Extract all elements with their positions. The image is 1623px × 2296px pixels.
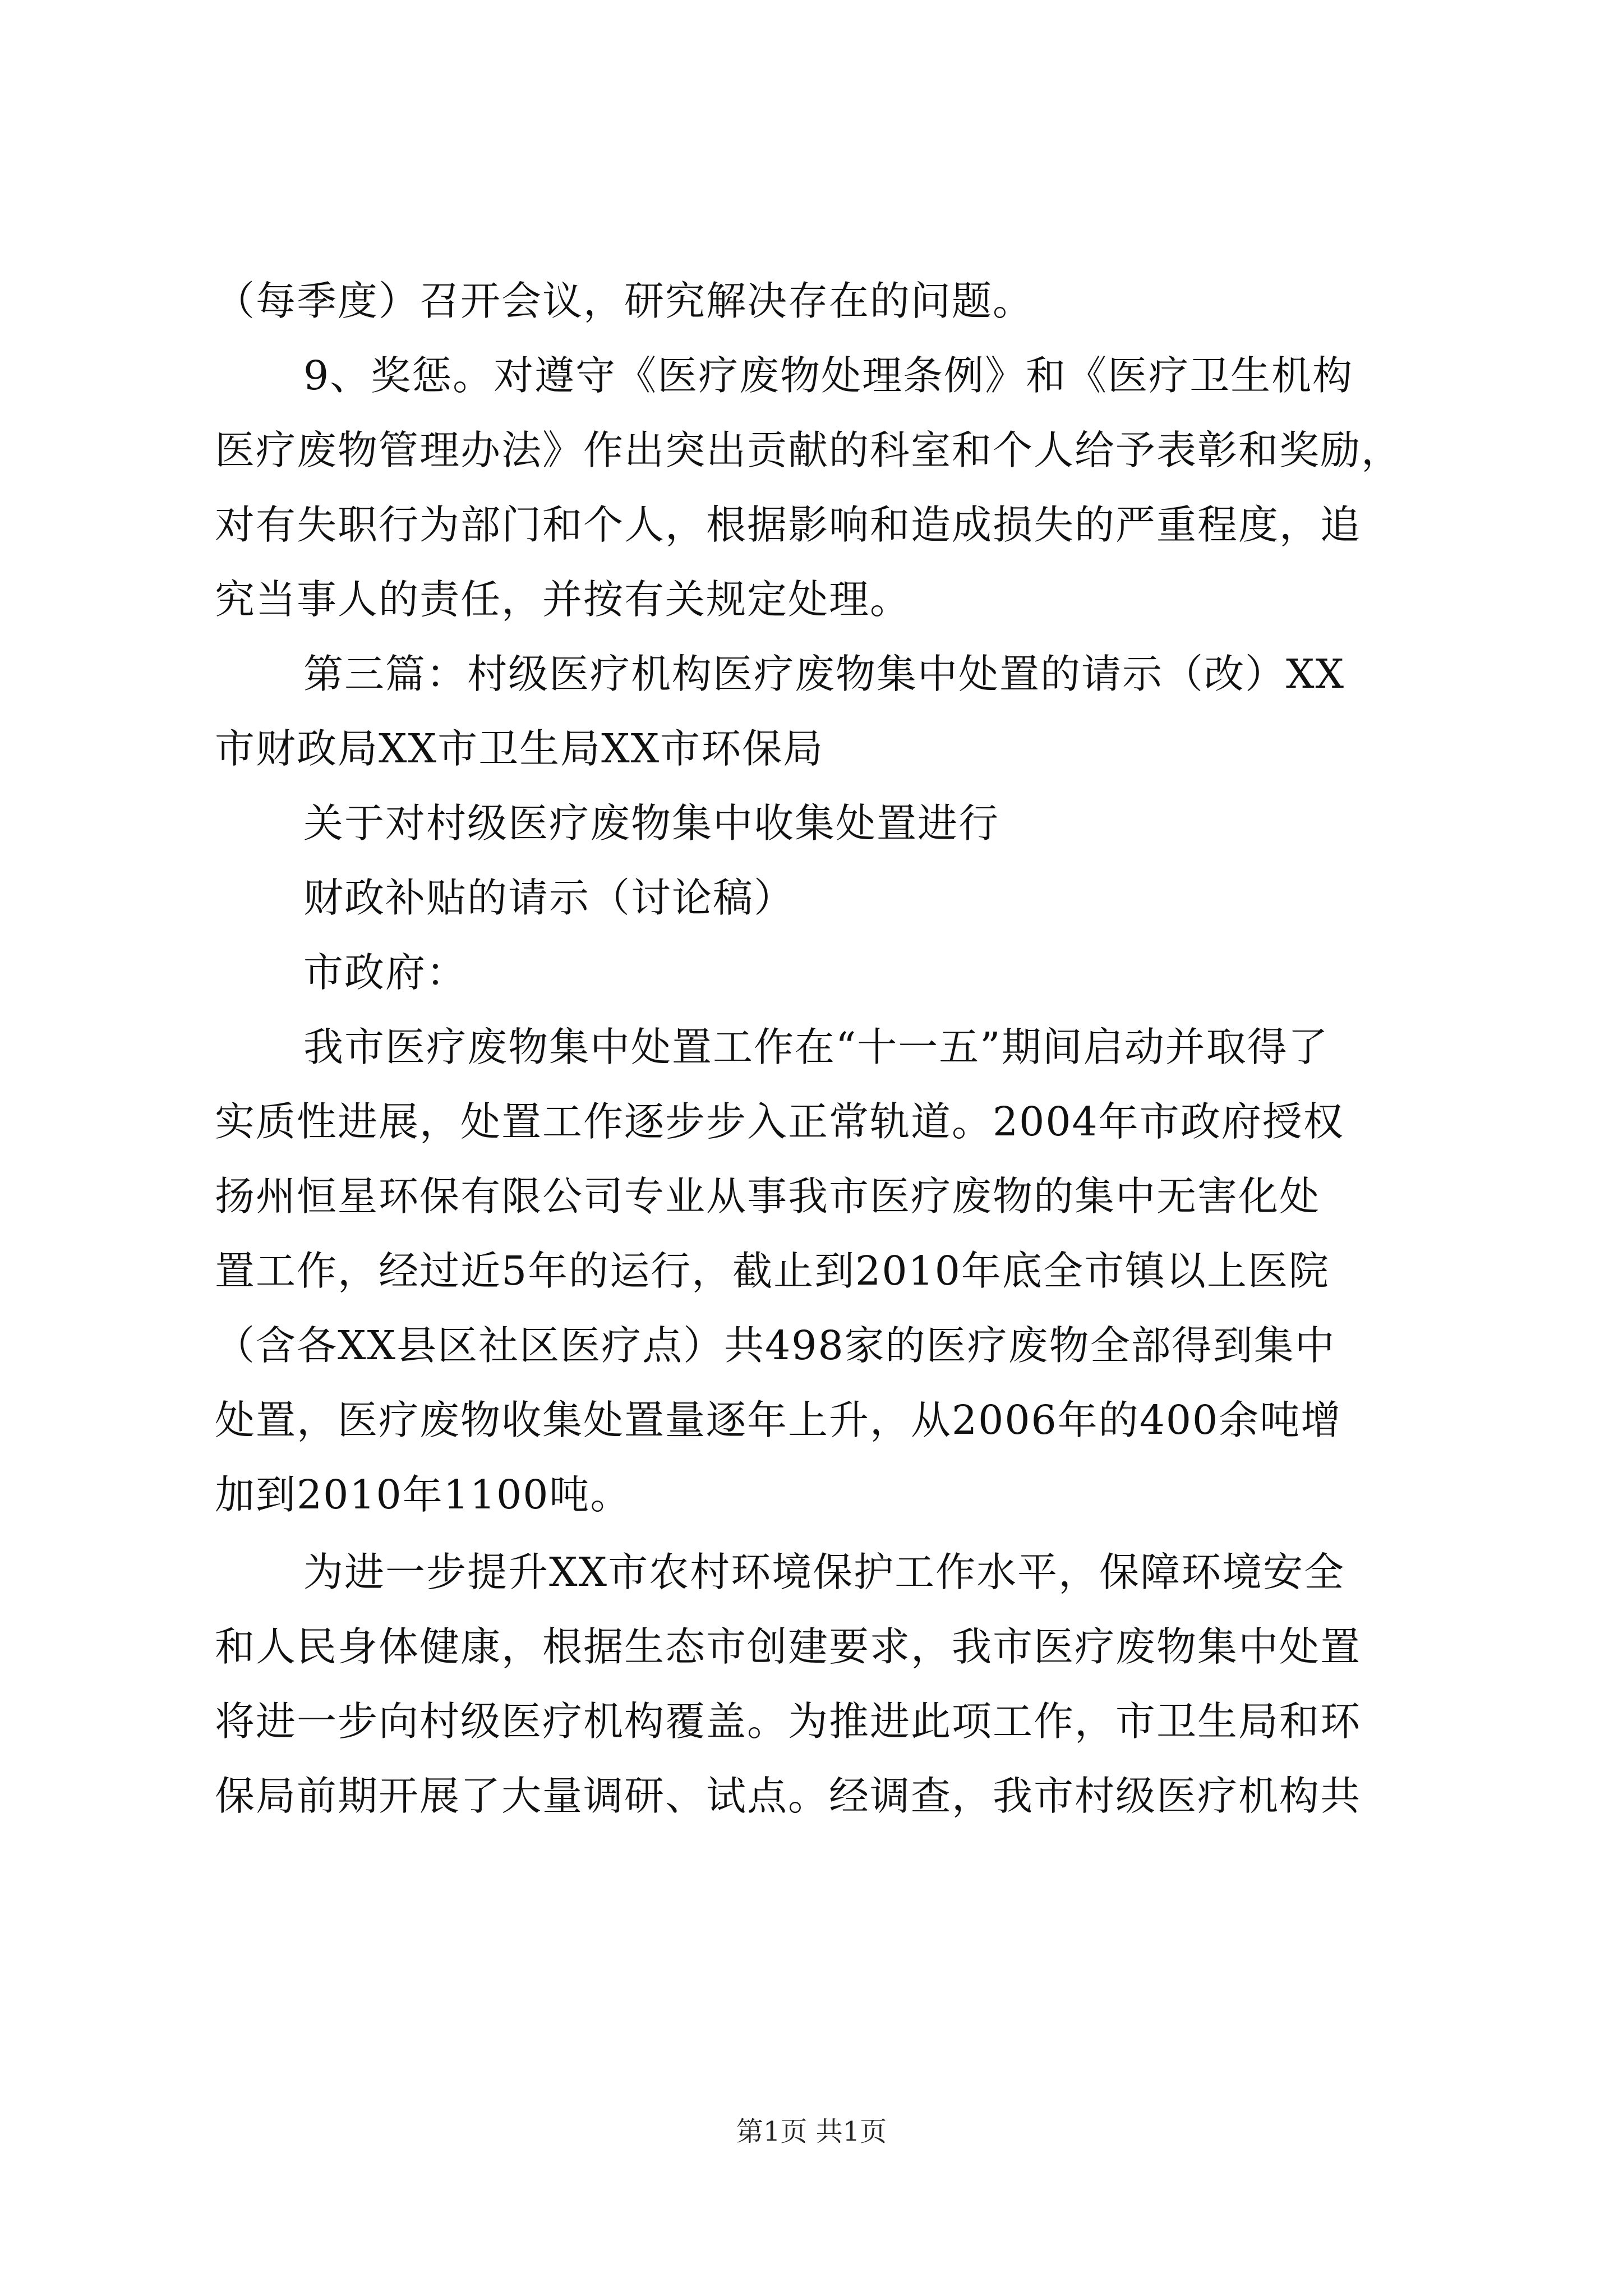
text-line: 扬州恒星环保有限公司专业从事我市医疗废物的集中无害化处 [215, 1173, 1321, 1220]
document-title: 关于对村级医疗废物集中收集处置进行 [303, 800, 1000, 846]
text-line: 保局前期开展了大量调研、试点。经调查，我市村级医疗机构共 [215, 1773, 1362, 1819]
text-line: 置工作，经过近5年的运行，截止到2010年底全市镇以上医院 [215, 1248, 1330, 1294]
text-line: 加到2010年1100吨。 [215, 1471, 631, 1518]
text-line: 为进一步提升XX市农村环境保护工作水平，保障环境安全 [303, 1549, 1345, 1595]
text-line: 将进一步向村级医疗机构覆盖。为推进此项工作，市卫生局和环 [215, 1698, 1362, 1745]
salutation: 市政府： [303, 949, 468, 996]
text-line: （含各XX县区社区医疗点）共498家的医疗废物全部得到集中 [215, 1322, 1336, 1369]
text-line: 我市医疗废物集中处置工作在“十一五”期间启动并取得了 [303, 1024, 1329, 1070]
text-line: （每季度）召开会议，研究解决存在的问题。 [215, 278, 1034, 324]
text-line: 对有失职行为部门和个人，根据影响和造成损失的严重程度，追 [215, 501, 1362, 548]
text-line: 9、奖惩。对遵守《医疗废物处理条例》和《医疗卫生机构 [303, 352, 1354, 399]
text-line: 处置，医疗废物收集处置量逐年上升，从2006年的400余吨增 [215, 1397, 1342, 1443]
section-heading: 市财政局XX市卫生局XX市环保局 [215, 725, 824, 772]
page-footer: 第1页 共1页 [736, 2116, 887, 2147]
section-heading: 第三篇：村级医疗机构医疗废物集中处置的请示（改）XX [303, 651, 1345, 697]
text-line: 和人民身体健康，根据生态市创建要求，我市医疗废物集中处置 [215, 1623, 1362, 1670]
document-title: 财政补贴的请示（讨论稿） [303, 875, 795, 921]
text-line: 实质性进展，处置工作逐步步入正常轨道。2004年市政府授权 [215, 1098, 1344, 1145]
text-line: 医疗废物管理办法》作出突出贡献的科室和个人给予表彰和奖励， [215, 427, 1403, 473]
text-line: 究当事人的责任，并按有关规定处理。 [215, 576, 911, 623]
